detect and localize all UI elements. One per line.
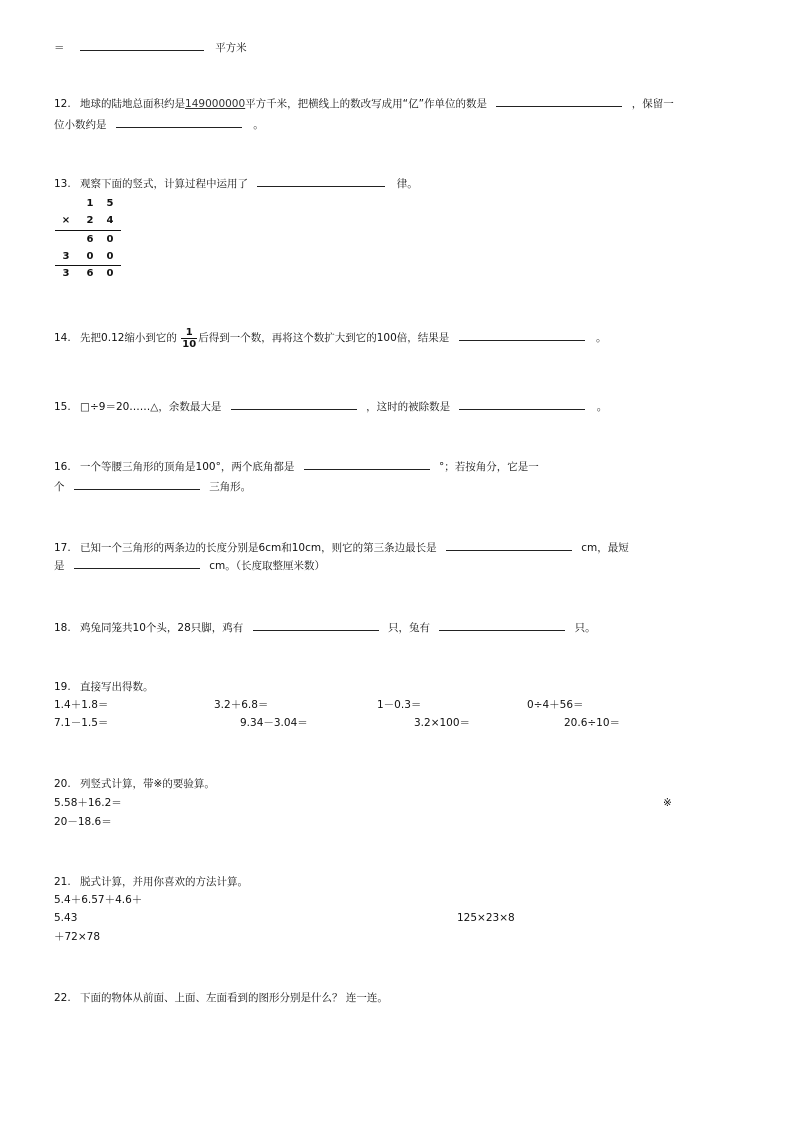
digit: 6 <box>86 268 94 279</box>
answer-blank[interactable] <box>253 619 379 631</box>
question-text: 观察下面的竖式，计算过程中运用了 <box>80 178 249 190</box>
answer-blank[interactable] <box>80 39 204 51</box>
question-text: 位小数约是 <box>54 119 107 131</box>
question-17-cont <box>54 557 325 573</box>
calc-item: 20.6÷10＝ <box>564 717 621 729</box>
digit: 0 <box>106 268 114 279</box>
question-text: 鸡兔同笼共10个头，28只脚，鸡有 <box>80 622 244 634</box>
question-number: 22. <box>54 992 71 1004</box>
answer-blank[interactable] <box>116 116 242 128</box>
question-number: 18. <box>54 622 71 634</box>
question-19 <box>54 680 154 694</box>
question-21 <box>54 875 248 889</box>
calc-item: 3.2×100＝ <box>414 717 471 729</box>
question-text: 地球的陆地总面积约是 <box>80 98 186 110</box>
digit: 0 <box>106 251 114 262</box>
fraction-numerator: 1 <box>181 327 197 339</box>
fraction <box>181 327 197 350</box>
calc-item: 9.34－3.04＝ <box>240 717 308 729</box>
calc-item: 5.58＋16.2＝ <box>54 797 122 809</box>
answer-blank[interactable] <box>304 458 430 470</box>
question-text: ，保留一 <box>631 98 674 110</box>
question-12 <box>54 95 674 111</box>
answer-blank[interactable] <box>257 175 385 187</box>
question-16 <box>54 458 539 474</box>
question-text: 只，兔有 <box>387 622 430 634</box>
question-text: 三角形。 <box>209 481 252 493</box>
question-text: 先把0.12缩小到它的 <box>80 332 177 344</box>
question-text: 只。 <box>574 622 596 634</box>
answer-blank[interactable] <box>231 398 357 410</box>
calc-item: 1.4＋1.8＝ <box>54 699 109 711</box>
question-17 <box>54 539 629 555</box>
check-mark-symbol: ※ <box>663 797 672 809</box>
question-text: cm。（长度取整厘米数） <box>209 560 325 572</box>
digit: 5 <box>106 198 114 209</box>
question-number: 14. <box>54 332 71 344</box>
question-number: 12. <box>54 98 71 110</box>
calc-item: 1－0.3＝ <box>377 699 422 711</box>
digit: 0 <box>86 251 94 262</box>
underlined-number: 149000000 <box>185 98 246 110</box>
question-text: 。 <box>596 401 608 413</box>
question-text: 。 <box>595 332 607 344</box>
question-text: cm，最短 <box>581 542 629 554</box>
question-13 <box>54 175 418 191</box>
calc-item: ＋72×78 <box>54 931 101 943</box>
question-title: 脱式计算，并用你喜欢的方法计算。 <box>80 876 249 888</box>
question-number: 20. <box>54 778 71 790</box>
question-text: 是 <box>54 560 65 572</box>
question-22 <box>54 991 388 1005</box>
question-text: 。 <box>253 119 264 131</box>
question-number: 16. <box>54 461 71 473</box>
answer-blank[interactable] <box>439 619 565 631</box>
answer-blank[interactable] <box>459 329 585 341</box>
question-text: °；若按角分，它是一 <box>439 461 539 473</box>
digit: 3 <box>62 251 70 262</box>
question-number: 21. <box>54 876 71 888</box>
times-sign: × <box>61 215 71 226</box>
question-20 <box>54 777 215 791</box>
digit: 1 <box>86 198 94 209</box>
question-title: 列竖式计算，带※的要验算。 <box>80 778 215 790</box>
answer-blank[interactable] <box>459 398 585 410</box>
calc-item: 0÷4＋56＝ <box>527 699 584 711</box>
digit: 2 <box>86 215 94 226</box>
question-18 <box>54 619 596 635</box>
divider-line <box>55 265 121 266</box>
question-text: 一个等腰三角形的顶角是100°，两个底角都是 <box>80 461 295 473</box>
question-text: ，这时的被除数是 <box>366 401 451 413</box>
question-text: □÷9＝20……△，余数最大是 <box>80 401 222 413</box>
question-number: 17. <box>54 542 71 554</box>
answer-blank[interactable] <box>446 539 572 551</box>
question-number: 19. <box>54 681 71 693</box>
question-number: 15. <box>54 401 71 413</box>
question-title: 直接写出得数。 <box>80 681 154 693</box>
question-text: 已知一个三角形的两条边的长度分别是6cm和10cm，则它的第三条边最长是 <box>80 542 437 554</box>
answer-blank[interactable] <box>496 95 622 107</box>
unit-label: 平方米 <box>215 42 247 54</box>
digit: 4 <box>106 215 114 226</box>
divider-line <box>55 230 121 231</box>
q11-line <box>54 39 247 55</box>
answer-blank[interactable] <box>74 478 200 490</box>
question-number: 13. <box>54 178 71 190</box>
calc-item: 5.4＋6.57＋4.6＋ <box>54 894 143 906</box>
question-text: 平方千米，把横线上的数改写成用“亿”作单位的数是 <box>245 98 488 110</box>
calc-item: 3.2＋6.8＝ <box>214 699 269 711</box>
calc-item: 125×23×8 <box>457 912 515 924</box>
digit: 0 <box>106 234 114 245</box>
question-text: 律。 <box>396 178 418 190</box>
question-14 <box>54 325 606 351</box>
equals-sign: ＝ <box>54 42 65 54</box>
answer-blank[interactable] <box>74 557 200 569</box>
question-text: 后得到一个数，再将这个数扩大到它的100倍，结果是 <box>198 332 450 344</box>
fraction-denominator: 10 <box>182 338 197 350</box>
question-title: 下面的物体从前面、上面、左面看到的图形分别是什么？ 连一连。 <box>80 992 388 1004</box>
calc-item: 20－18.6＝ <box>54 816 112 828</box>
question-15 <box>54 398 607 414</box>
question-text: 个 <box>54 481 65 493</box>
question-12-cont <box>54 116 264 132</box>
digit: 3 <box>62 268 70 279</box>
question-16-cont <box>54 478 251 494</box>
calc-item: 5.43 <box>54 912 78 924</box>
digit: 6 <box>86 234 94 245</box>
calc-item: 7.1－1.5＝ <box>54 717 109 729</box>
